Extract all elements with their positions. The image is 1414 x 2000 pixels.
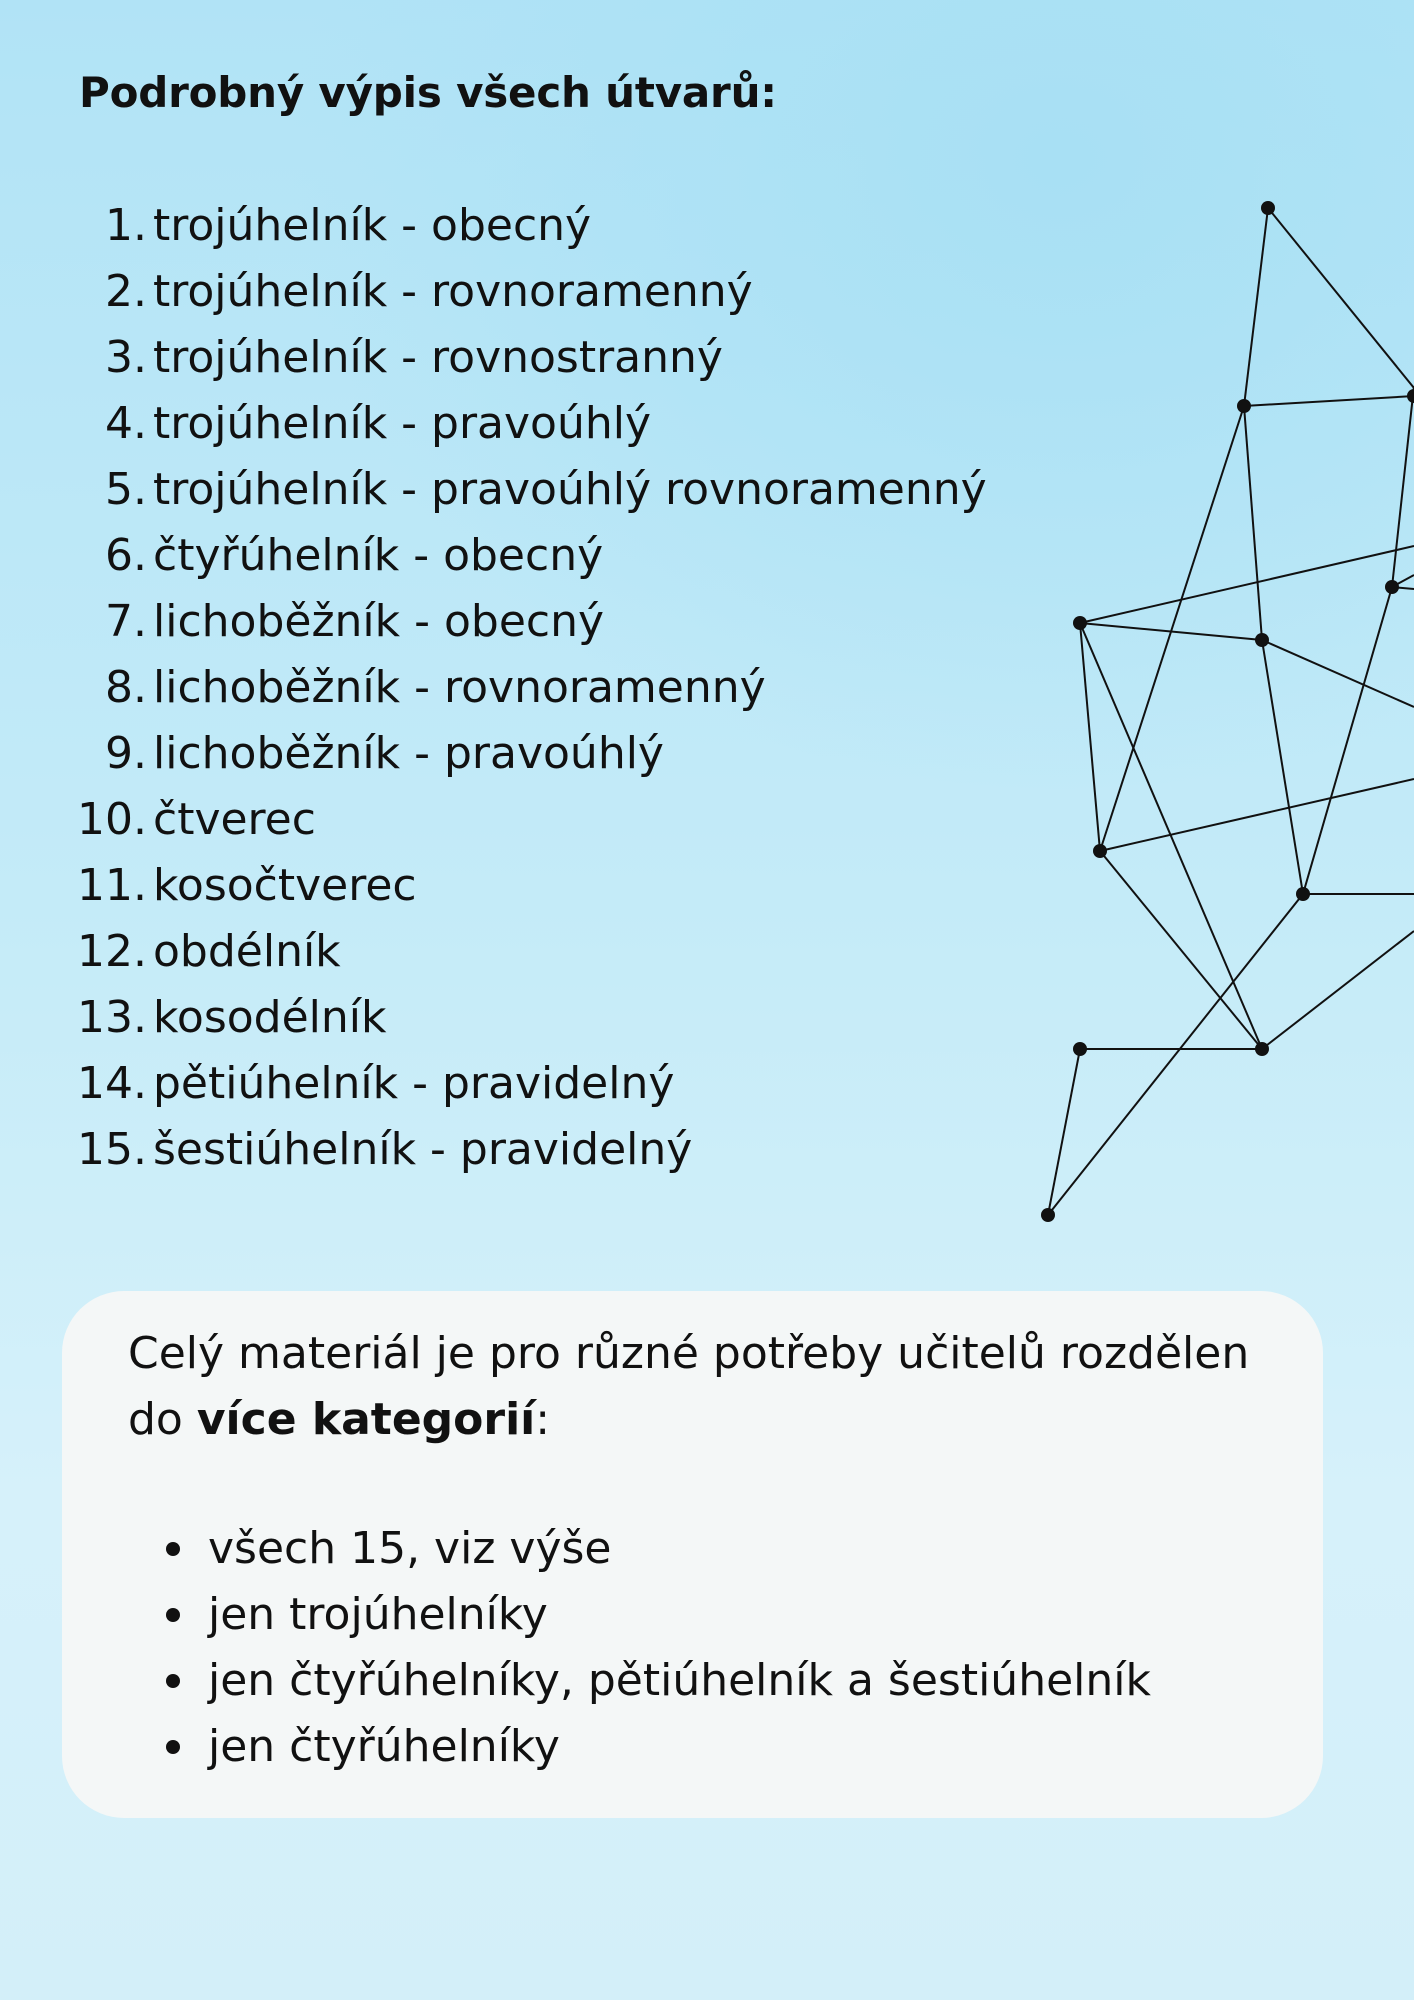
item-label: kosočtverec (153, 860, 417, 911)
network-node (1237, 399, 1251, 413)
item-number: 10. (77, 794, 147, 845)
item-number: 3. (105, 332, 147, 383)
network-line (1244, 208, 1268, 406)
category-item (62, 1582, 1151, 1648)
shape-list-item (0, 589, 987, 655)
bullet-icon (166, 1740, 180, 1754)
network-line (1100, 406, 1244, 851)
item-label: lichoběžník - obecný (153, 596, 605, 647)
network-line (1392, 386, 1414, 587)
item-number: 6. (105, 530, 147, 581)
network-line (1080, 623, 1262, 1049)
shape-list-item (0, 1051, 987, 1117)
network-line (1268, 208, 1414, 388)
network-node (1296, 887, 1310, 901)
item-number: 1. (105, 200, 147, 251)
shape-list-item (0, 985, 987, 1051)
network-line (1244, 406, 1262, 640)
category-item (62, 1648, 1151, 1714)
item-number: 9. (105, 728, 147, 779)
item-label: lichoběžník - pravoúhlý (153, 728, 664, 779)
shape-list-item (0, 721, 987, 787)
intro-end-text: : (535, 1394, 551, 1445)
shape-list-item (0, 325, 987, 391)
network-line (1262, 640, 1303, 894)
bullet-icon (166, 1542, 180, 1556)
network-line (1048, 1049, 1080, 1215)
item-number: 13. (77, 992, 147, 1043)
card-intro (128, 1321, 1268, 1453)
network-node (1407, 389, 1414, 403)
shape-list-item (0, 193, 987, 259)
network-line (1262, 640, 1414, 707)
item-label: trojúhelník - rovnoramenný (153, 266, 753, 317)
bullet-icon (166, 1608, 180, 1622)
page-heading: Podrobný výpis všech útvarů: (79, 68, 777, 117)
item-label: obdélník (153, 926, 341, 977)
item-label: trojúhelník - pravoúhlý (153, 398, 652, 449)
item-number: 5. (105, 464, 147, 515)
category-item (62, 1714, 1151, 1780)
network-line (1080, 546, 1414, 623)
category-label: jen čtyřúhelníky, pětiúhelník a šestiúhelník (208, 1655, 1151, 1706)
item-number: 15. (77, 1124, 147, 1175)
item-label: trojúhelník - rovnostranný (153, 332, 723, 383)
network-line (1080, 623, 1100, 851)
network-lines (1048, 208, 1414, 1215)
item-number: 7. (105, 596, 147, 647)
network-line (1080, 623, 1262, 640)
shape-list-item (0, 259, 987, 325)
shape-list-item (0, 853, 987, 919)
network-node (1261, 201, 1275, 215)
item-number: 14. (77, 1058, 147, 1109)
shape-list-item (0, 655, 987, 721)
network-line (1100, 779, 1414, 851)
network-node (1255, 633, 1269, 647)
category-label: jen trojúhelníky (208, 1589, 548, 1640)
shape-list-item (0, 787, 987, 853)
network-graphic (1000, 180, 1414, 1240)
shape-list-item (0, 1117, 987, 1183)
network-line (1100, 851, 1262, 1049)
item-number: 12. (77, 926, 147, 977)
category-label: všech 15, viz výše (208, 1523, 612, 1574)
shape-list (0, 193, 987, 1183)
category-list (62, 1516, 1151, 1780)
category-label: jen čtyřúhelníky (208, 1721, 560, 1772)
network-line (1262, 931, 1414, 1049)
item-label: čtverec (153, 794, 316, 845)
network-node (1073, 616, 1087, 630)
shape-list-item (0, 391, 987, 457)
network-node (1073, 1042, 1087, 1056)
item-label: trojúhelník - pravoúhlý rovnoramenný (153, 464, 987, 515)
item-label: pětiúhelník - pravidelný (153, 1058, 675, 1109)
item-label: lichoběžník - rovnoramenný (153, 662, 766, 713)
item-number: 2. (105, 266, 147, 317)
categories-card (62, 1291, 1323, 1818)
shape-list-item (0, 457, 987, 523)
bullet-icon (166, 1674, 180, 1688)
shape-list-item (0, 919, 987, 985)
network-line (1303, 587, 1392, 894)
category-item (62, 1516, 1151, 1582)
item-label: kosodélník (153, 992, 387, 1043)
intro-bold-text: více kategorií (196, 1394, 536, 1445)
network-nodes (1041, 201, 1414, 1222)
item-number: 11. (77, 860, 147, 911)
intro-text: Celý materiál je pro různé potřeby učitelů rozdělen do (128, 1328, 1250, 1445)
network-node (1041, 1208, 1055, 1222)
item-label: šestiúhelník - pravidelný (153, 1124, 693, 1175)
network-line (1244, 396, 1414, 406)
item-label: čtyřúhelník - obecný (153, 530, 604, 581)
shape-list-item (0, 523, 987, 589)
network-node (1385, 580, 1399, 594)
network-node (1255, 1042, 1269, 1056)
network-node (1093, 844, 1107, 858)
item-number: 4. (105, 398, 147, 449)
item-label: trojúhelník - obecný (153, 200, 592, 251)
item-number: 8. (105, 662, 147, 713)
